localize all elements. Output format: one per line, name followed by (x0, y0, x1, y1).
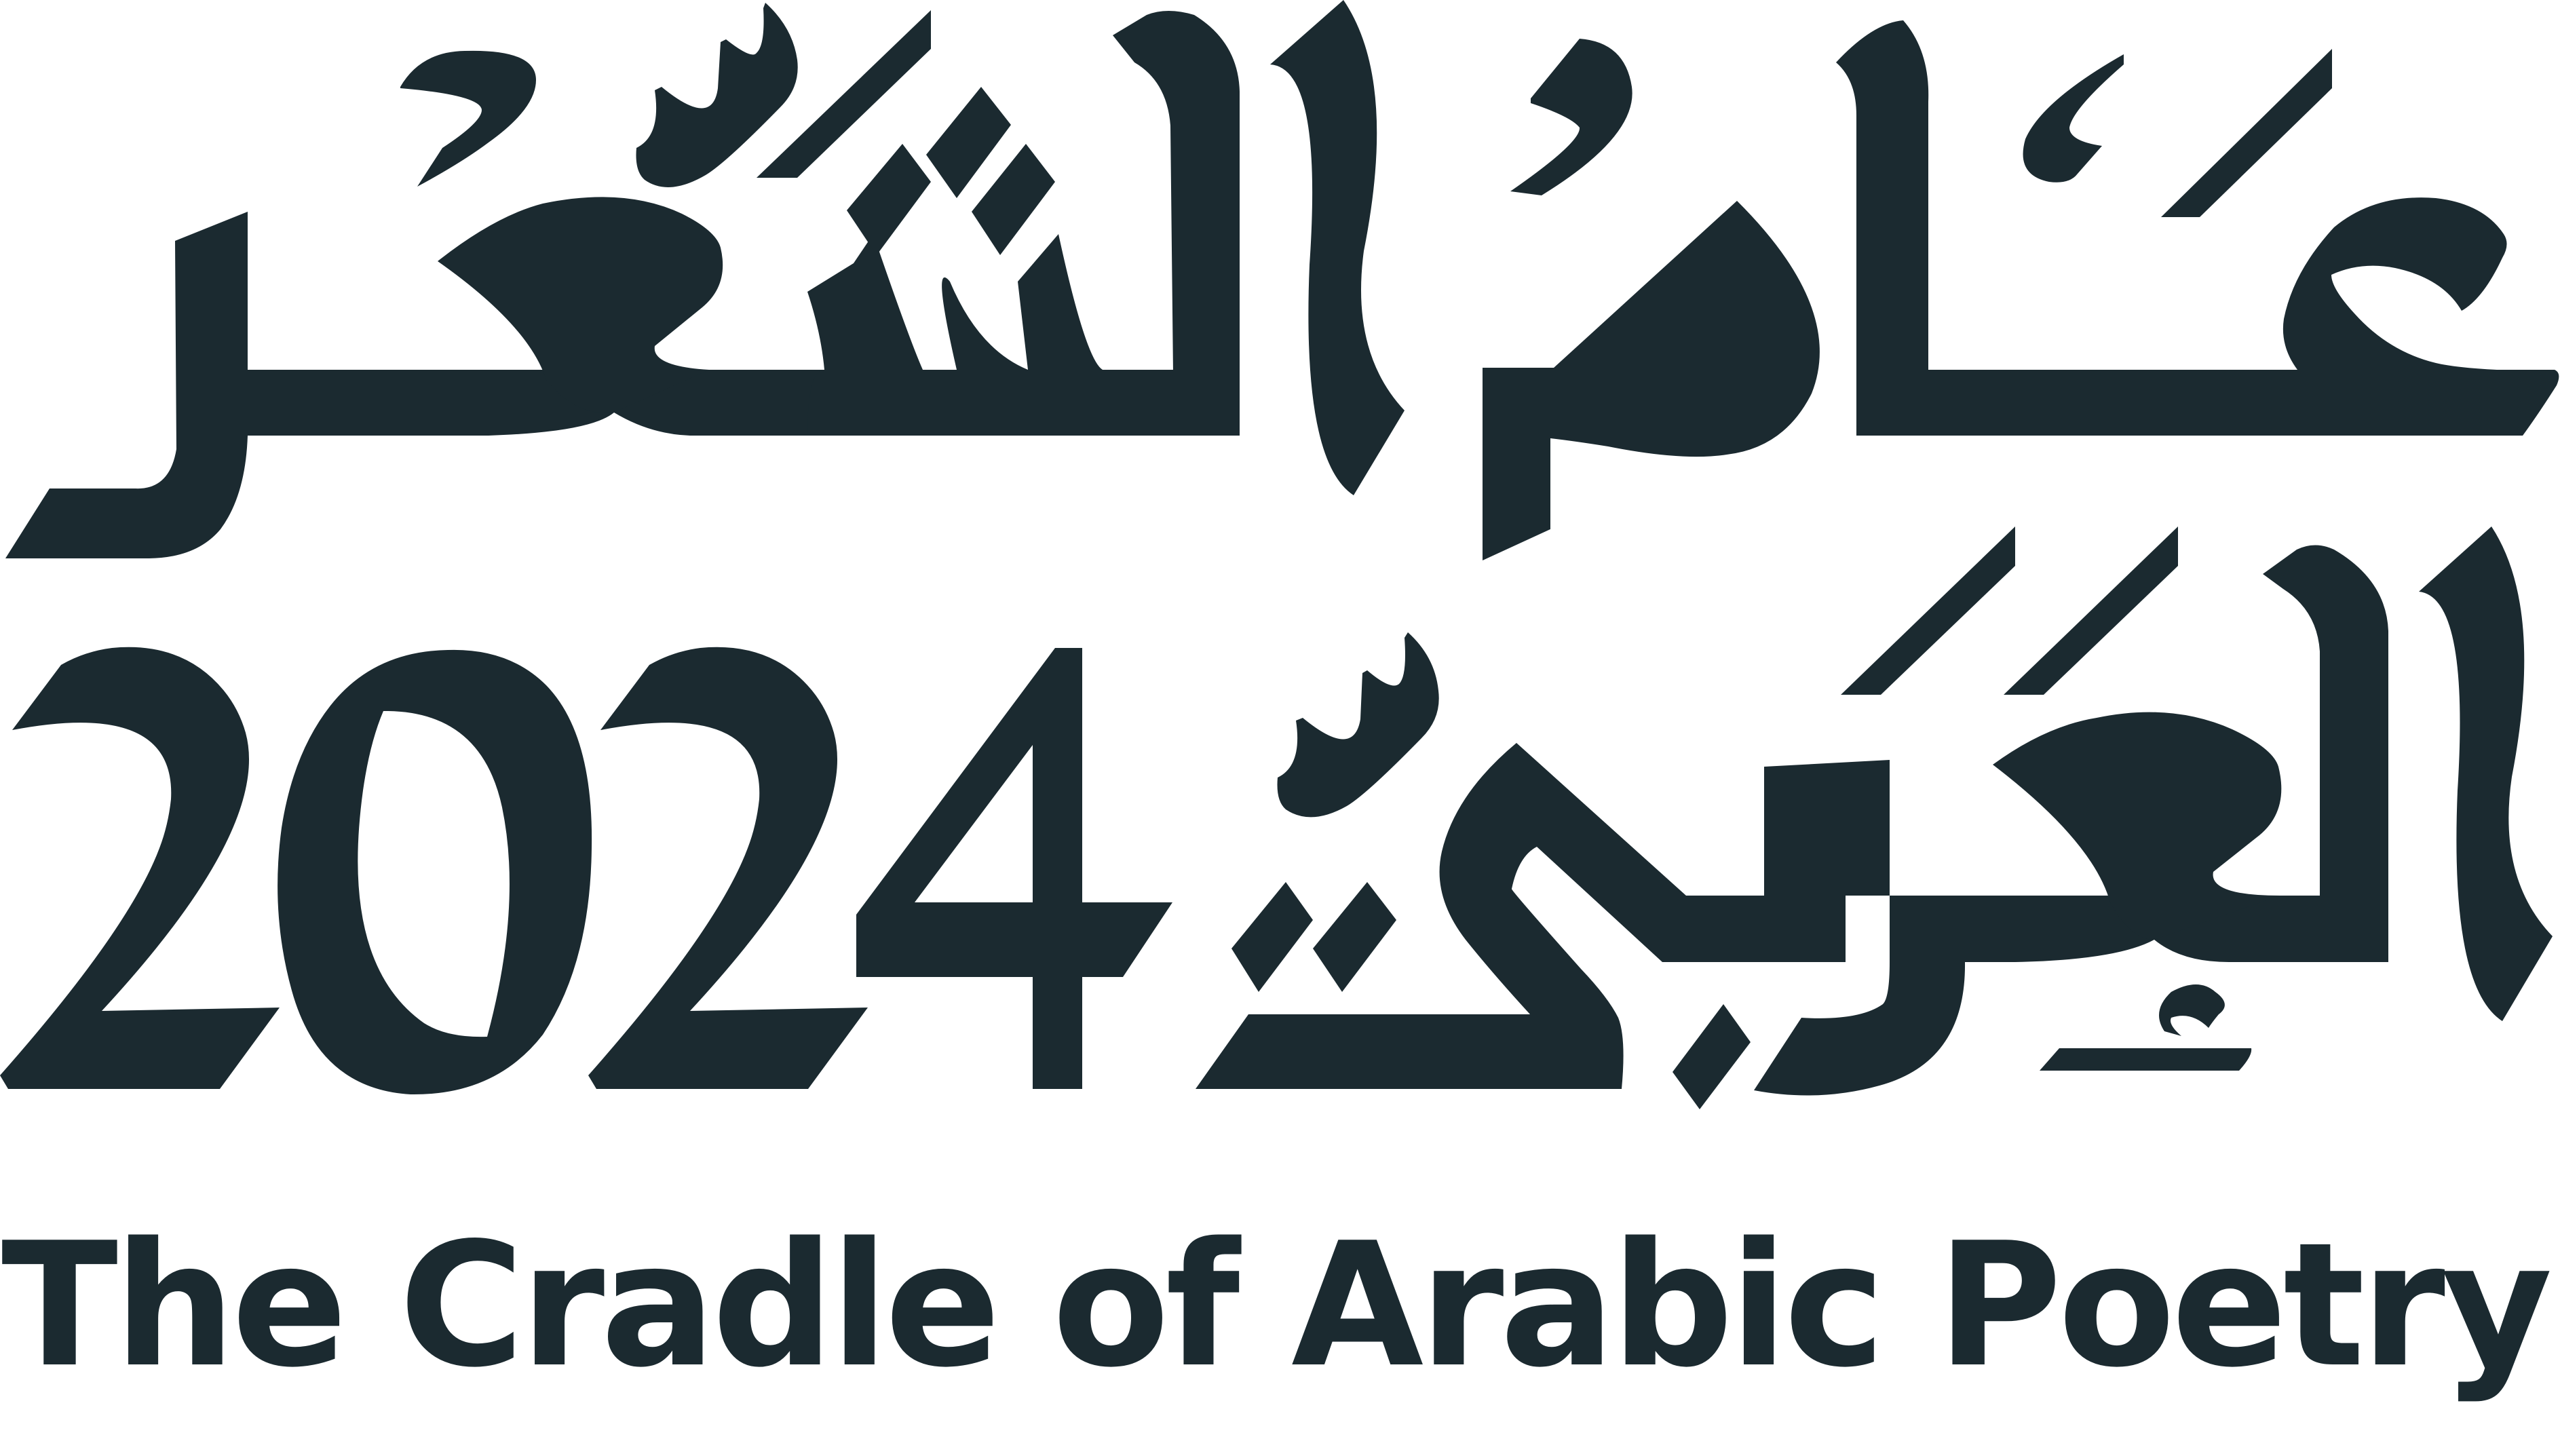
tagline-text: The Cradle of Arabic Poetry (1, 1206, 2549, 1405)
tagline (0, 1194, 2560, 1418)
